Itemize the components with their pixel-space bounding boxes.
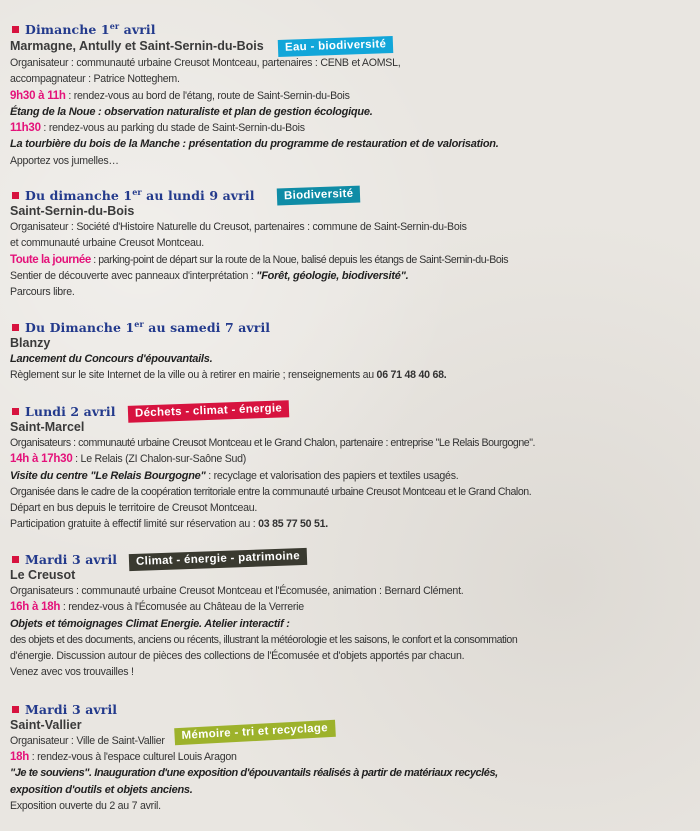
organizer-line: Organisateurs : communauté urbaine Creusot Montceau et le Grand Chalon, partenaire : entreprise "Le Relais Bourgogne". bbox=[10, 437, 536, 449]
bullet-square-icon bbox=[12, 26, 19, 33]
event-time: 14h à 17h30 bbox=[10, 453, 73, 466]
activity-line: des objets et des documents, anciens ou récents, illustrant la météorologie et les saisons, le confort et la consommation bbox=[10, 633, 518, 646]
schedule-line: 14h à 17h30 : Le Relais (ZI Chalon-sur-Saône Sud) bbox=[10, 453, 247, 466]
event-date: Lundi 2 avril bbox=[25, 403, 116, 419]
activity-line: Règlement sur le site Internet de la ville ou à retirer en mairie ; renseignements au 06 71 48 40 68. bbox=[10, 369, 447, 382]
event-entry bbox=[10, 318, 694, 384]
activity-title: Objets et témoignages Climat Energie. Atelier interactif : bbox=[10, 617, 290, 630]
event-place: Saint-Marcel bbox=[10, 420, 85, 434]
bullet-square-icon bbox=[12, 324, 19, 331]
activity-line: Participation gratuite à effectif limité sur réservation au : 03 85 77 50 51. bbox=[10, 518, 328, 531]
event-place: Marmagne, Antully et Saint-Sernin-du-Bois bbox=[10, 39, 264, 53]
event-time: 18h bbox=[10, 751, 30, 763]
event-entry bbox=[10, 186, 694, 300]
event-header bbox=[10, 700, 694, 718]
activity-line: Visite du centre "Le Relais Bourgogne" : recyclage et valorisation des papiers et textiles usagés. bbox=[10, 469, 459, 482]
event-note: Parcours libre. bbox=[10, 286, 75, 299]
event-place: Saint-Vallier bbox=[10, 718, 82, 732]
event-entry bbox=[10, 550, 694, 681]
schedule-line: 11h30 : rendez-vous au parking du stade de Saint-Sernin-du-Bois bbox=[10, 122, 305, 135]
event-entry bbox=[10, 20, 694, 169]
activity-title: exposition d'outils et objets anciens. bbox=[10, 783, 193, 796]
event-date: Dimanche 1er avril bbox=[25, 20, 156, 38]
bullet-square-icon bbox=[12, 192, 19, 199]
organizer-line: Organisateur : Société d'Histoire Naturelle du Creusot, partenaires : commune de Saint-Sernin-du-Bois bbox=[10, 221, 467, 233]
event-entry bbox=[10, 402, 694, 533]
event-place: Le Creusot bbox=[10, 568, 76, 582]
theme-tag: Biodiversité bbox=[276, 185, 360, 205]
organizer-line: et communauté urbaine Creusot Montceau. bbox=[10, 237, 204, 250]
theme-tag: Climat - énergie - patrimoine bbox=[129, 547, 307, 570]
organizer-line: Organisateurs : communauté urbaine Creusot Montceau et l'Écomusée, animation : Bernard Clément. bbox=[10, 585, 464, 597]
event-date: Mardi 3 avril bbox=[25, 701, 118, 717]
schedule-line: 16h à 18h : rendez-vous à l'Écomusée au Château de la Verrerie bbox=[10, 601, 304, 614]
event-header bbox=[10, 318, 694, 336]
event-date: Mardi 3 avril bbox=[25, 551, 118, 567]
activity-line: Départ en bus depuis le territoire de Creusot Montceau. bbox=[10, 502, 258, 515]
event-entry bbox=[10, 700, 694, 814]
theme-tag: Mémoire - tri et recyclage bbox=[174, 719, 335, 744]
event-time: 16h à 18h bbox=[10, 601, 61, 614]
event-date: Du dimanche 1er au lundi 9 avril bbox=[25, 186, 255, 204]
activity-title: La tourbière du bois de la Manche : présentation du programme de restauration et de valorisation. bbox=[10, 138, 499, 151]
event-header bbox=[10, 20, 694, 38]
bullet-square-icon bbox=[12, 706, 19, 713]
event-date: Du Dimanche 1er au samedi 7 avril bbox=[25, 318, 271, 336]
event-note: Venez avec vos trouvailles ! bbox=[10, 666, 134, 679]
organizer-line: Organisateur : Ville de Saint-Vallier bbox=[10, 734, 165, 747]
activity-line: Organisée dans le cadre de la coopération territoriale entre la communauté urbaine Creusot Montceau et le Grand Chalon. bbox=[10, 485, 532, 498]
activity-title: Étang de la Noue : observation naturaliste et plan de gestion écologique. bbox=[10, 105, 373, 118]
event-place: Saint-Sernin-du-Bois bbox=[10, 204, 135, 218]
event-header bbox=[10, 186, 694, 204]
event-header bbox=[10, 402, 694, 420]
activity-title: Lancement du Concours d'épouvantails. bbox=[10, 353, 213, 365]
theme-tag: Déchets - climat - énergie bbox=[127, 400, 289, 423]
organizer-line: accompagnateur : Patrice Notteghem. bbox=[10, 73, 180, 86]
event-header bbox=[10, 550, 694, 568]
event-time: 11h30 bbox=[10, 122, 41, 135]
event-time: Toute la journée bbox=[10, 253, 91, 266]
activity-line: Sentier de découverte avec panneaux d'interprétation : "Forêt, géologie, biodiversité". bbox=[10, 269, 409, 282]
activity-line: d'énergie. Discussion autour de pièces des collections de l'Écomusée et d'objets apportés par chacun. bbox=[10, 650, 465, 663]
schedule-line: Toute la journée : parking-point de départ sur la route de la Noue, balisé depuis les étangs de Saint-Sernin-du-Bois bbox=[10, 253, 509, 266]
schedule-line: 18h : rendez-vous à l'espace culturel Louis Aragon bbox=[10, 751, 237, 763]
event-time: 9h30 à 11h bbox=[10, 89, 66, 102]
organizer-line: Organisateur : communauté urbaine Creusot Montceau, partenaires : CENB et AOMSL, bbox=[10, 57, 401, 69]
bullet-square-icon bbox=[12, 408, 19, 415]
event-place: Blanzy bbox=[10, 336, 51, 350]
bullet-square-icon bbox=[12, 556, 19, 563]
schedule-line: 9h30 à 11h : rendez-vous au bord de l'étang, route de Saint-Sernin-du-Bois bbox=[10, 89, 350, 102]
event-note: Apportez vos jumelles… bbox=[10, 154, 119, 167]
activity-title: "Je te souviens". Inauguration d'une exposition d'épouvantails réalisés à partir de matériaux recyclés, bbox=[10, 767, 498, 780]
theme-tag: Eau - biodiversité bbox=[277, 36, 393, 57]
event-note: Exposition ouverte du 2 au 7 avril. bbox=[10, 799, 161, 812]
